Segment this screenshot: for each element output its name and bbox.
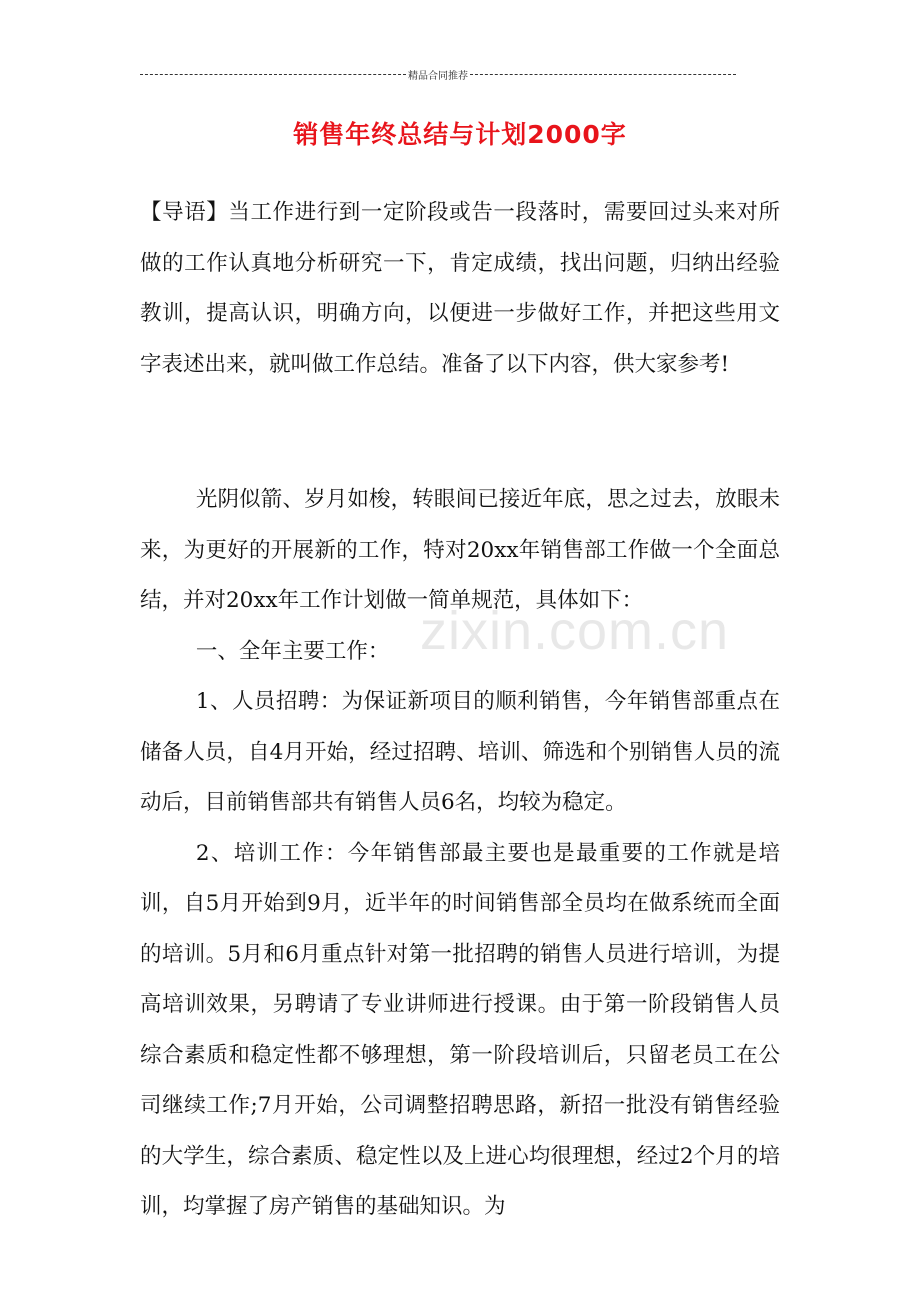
section-heading: 一、全年主要工作： — [195, 638, 390, 664]
document-title: 销售年终总结与计划2000字 — [293, 120, 627, 149]
header-divider — [140, 67, 736, 82]
intro-paragraph: 【导语】当工作进行到一定阶段或告一段落时，需要回过头来对所做的工作认真地分析研究一下，肯定成绩，找出问题，归纳出经验教训，提高认识，明确方向，以便进一步做好工作，并把这些用文字表述出来，就叫做工作总结。准备了以下内容，供大家参考! — [140, 200, 780, 377]
paragraph-opening: 光阴似箭、岁月如梭，转眼间已接近年底，思之过去，放眼未来，为更好的开展新的工作，特对20xx年销售部工作做一个全面总结，并对20xx年工作计划做一简单规范，具体如下： — [140, 487, 780, 613]
header-label: 精品合同推荐 — [408, 71, 468, 82]
intro-section — [140, 188, 780, 390]
watermark: zixin.com.cn — [420, 601, 730, 661]
paragraph-training: 2、培训工作：今年销售部最主要也是最重要的工作就是培训，自5月开始到9月，近半年的时间销售部全员均在做系统而全面的培训。5月和6月重点针对第一批招聘的销售人员进行培训，为提高培训效果，另聘请了专业讲师进行授课。由于第一阶段销售人员综合素质和稳定性都不够理想，第一阶段培训后，只留老员工在公司继续工作;7月开始，公司调整招聘思路，新招一批没有销售经验的大学生，综合素质、稳定性以及上进心均很理想，经过2个月的培训，均掌握了房产销售的基础知识。为 — [140, 840, 780, 1219]
header-dash-left — [140, 74, 406, 75]
paragraph-recruitment: 1、人员招聘：为保证新项目的顺利销售，今年销售部重点在储备人员，自4月开始，经过招聘、培训、筛选和个别销售人员的流动后，目前销售部共有销售人员6名，均较为稳定。 — [140, 689, 780, 815]
header-dash-right — [470, 74, 736, 75]
main-section — [140, 475, 780, 1233]
